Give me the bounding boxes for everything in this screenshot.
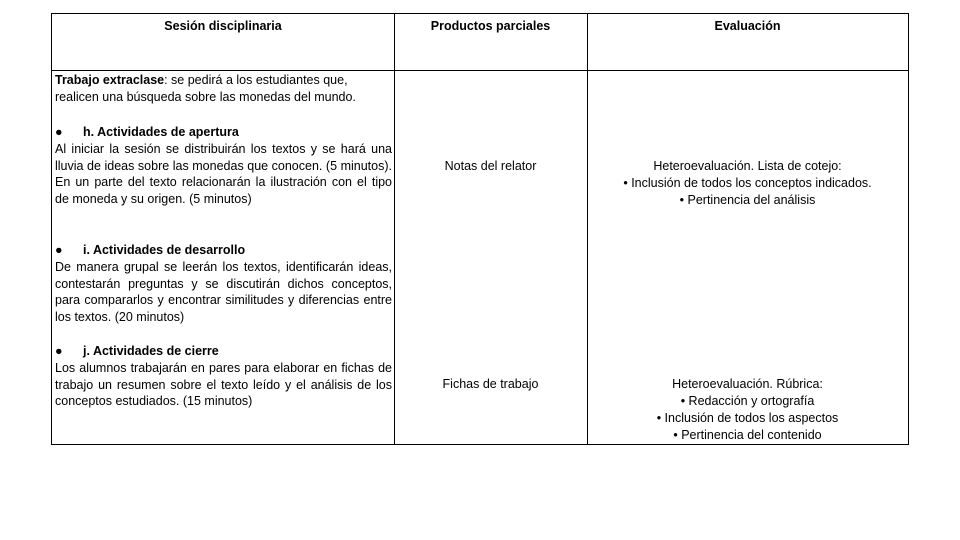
- trabajo-extraclase: [55, 72, 392, 106]
- header-sesion: Sesión disciplinaria: [164, 19, 282, 33]
- cierre-title: j. Actividades de cierre: [83, 344, 219, 358]
- trabajo-extraclase-text: : se pedirá a los estudiantes que, realicen una búsqueda sobre las monedas del mundo.: [55, 73, 356, 104]
- desarrollo-text: De manera grupal se leerán los textos, identificarán ideas, contestarán preguntas y se discutirán dichos conceptos, para compararlos y encontrar similitudes y diferencias entre los textos. (20 minutos): [55, 259, 392, 325]
- evaluacion-lista-cotejo: [587, 158, 908, 209]
- evaluacion-item: • Pertinencia del análisis: [679, 193, 816, 207]
- bullet-icon: ●: [55, 125, 63, 139]
- evaluacion-item: • Inclusión de todos los conceptos indicados.: [623, 176, 872, 190]
- evaluacion-item: • Inclusión de todos los aspectos: [656, 411, 839, 425]
- producto-fichas: Fichas de trabajo: [442, 377, 539, 391]
- bullet-icon: ●: [55, 243, 63, 257]
- evaluacion-title: Heteroevaluación. Rúbrica:: [672, 377, 823, 391]
- bullet-icon: ●: [55, 344, 63, 358]
- section-desarrollo: [55, 242, 392, 326]
- lesson-table: [51, 13, 909, 445]
- apertura-title: h. Actividades de apertura: [83, 125, 239, 139]
- section-cierre: [55, 343, 392, 410]
- desarrollo-title: i. Actividades de desarrollo: [83, 243, 246, 257]
- evaluacion-rubrica: [587, 376, 908, 444]
- section-apertura: [55, 124, 392, 208]
- header-divider: [52, 70, 908, 71]
- cierre-text: Los alumnos trabajarán en pares para elaborar en fichas de trabajo un resumen sobre el texto leído y el análisis de los conceptos estudiados. (15 minutos): [55, 360, 392, 409]
- evaluacion-item: • Redacción y ortografía: [680, 394, 815, 408]
- header-evaluacion: Evaluación: [714, 19, 781, 33]
- evaluacion-item: • Pertinencia del contenido: [673, 428, 822, 442]
- trabajo-extraclase-label: Trabajo extraclase: [55, 73, 165, 87]
- evaluacion-title: Heteroevaluación. Lista de cotejo:: [653, 159, 842, 173]
- header-productos: Productos parciales: [430, 19, 551, 33]
- apertura-text: Al iniciar la sesión se distribuirán los textos y se hará una lluvia de ideas sobre las monedas que conocen. (5 minutos). En un parte del texto relacionarán la ilustración con el tipo de moneda y su origen. (5 minutos): [55, 141, 392, 207]
- producto-notas: Notas del relator: [444, 159, 537, 173]
